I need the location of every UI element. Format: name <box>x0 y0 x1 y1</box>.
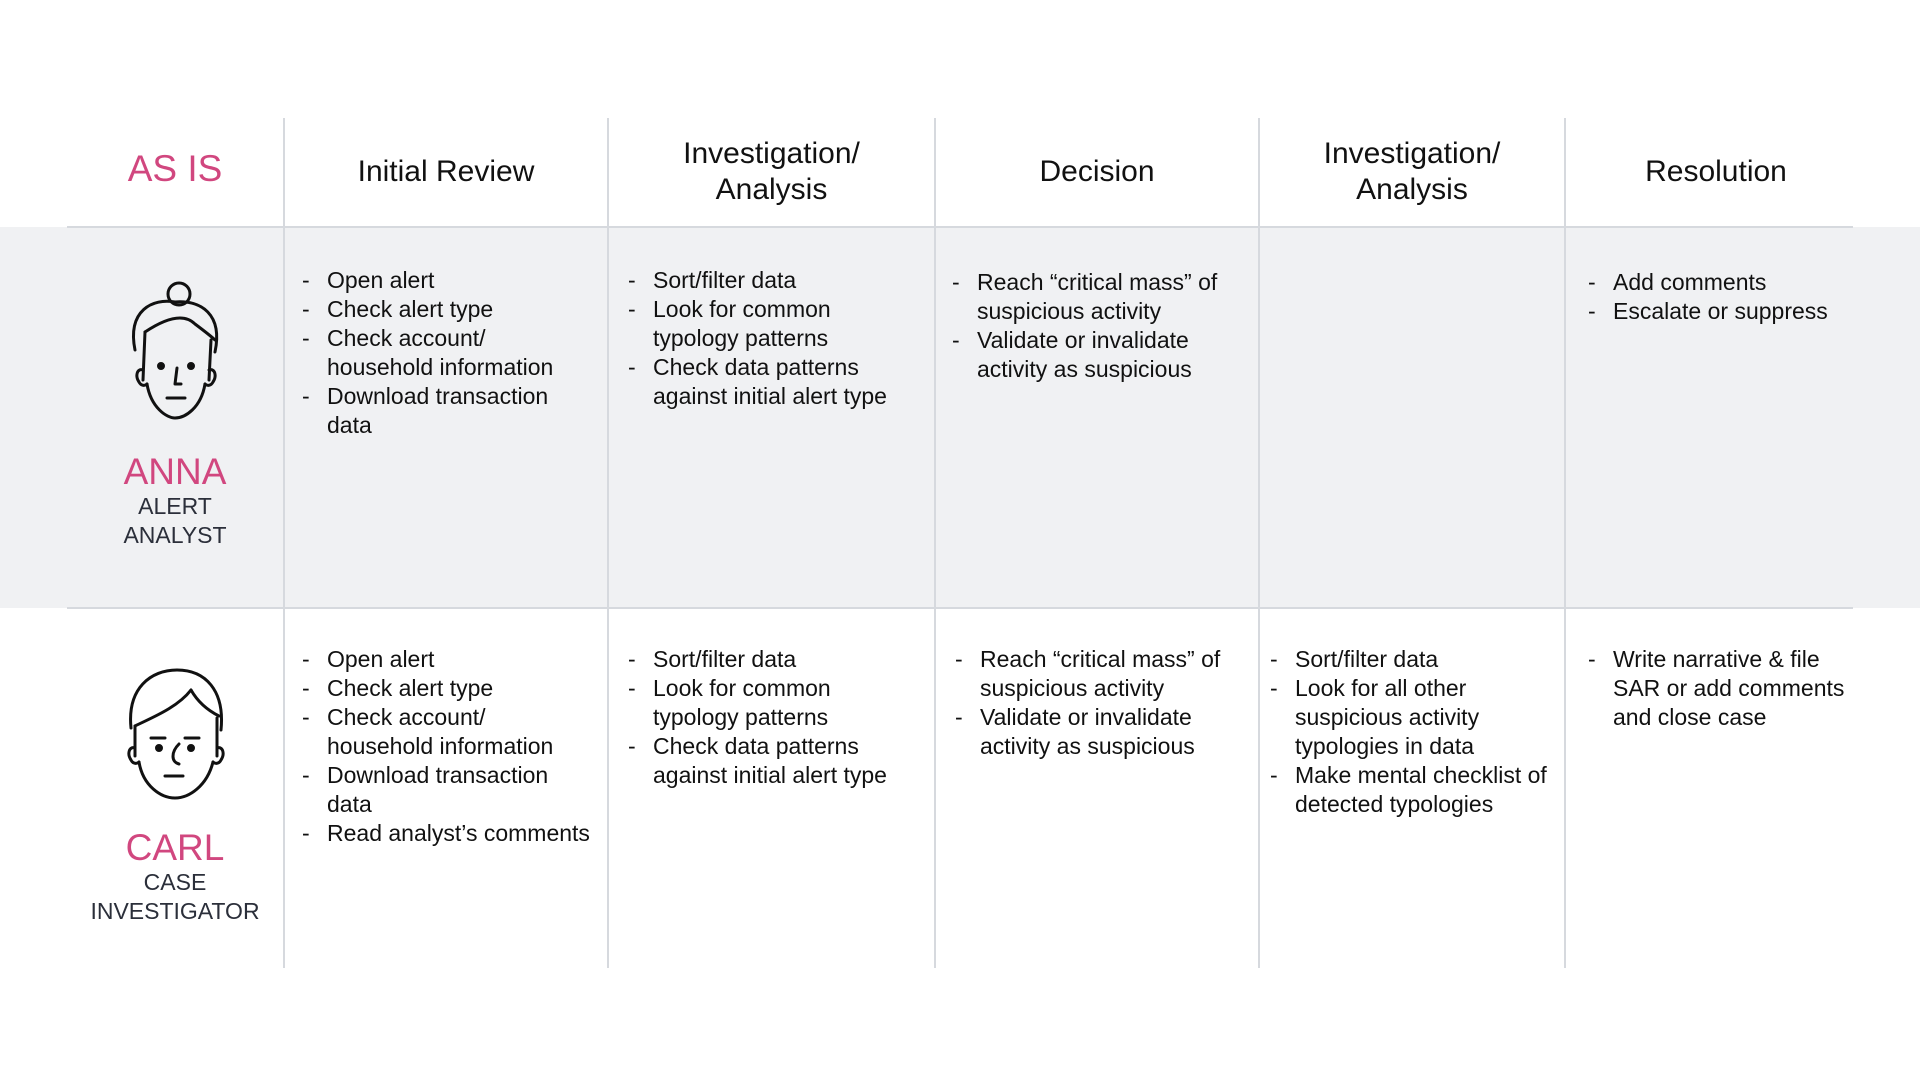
persona-name: ANNA <box>123 451 227 492</box>
persona-anna <box>67 280 283 550</box>
list-item: - Look for all other suspicious activity typologies in data <box>1270 674 1555 761</box>
stage-header-resolution: Resolution <box>1645 155 1787 188</box>
cell-anna-resolution <box>1588 268 1853 326</box>
cell-anna-initial-review <box>302 266 592 440</box>
cell-carl-initial-review <box>302 645 592 848</box>
list-item: - Look for common typology patterns <box>628 295 918 353</box>
list-item: - Open alert <box>302 645 592 674</box>
list-item: - Write narrative & file SAR or add comments and close case <box>1588 645 1870 732</box>
female-avatar-icon <box>123 280 227 420</box>
list-item: - Download transaction data <box>302 382 592 440</box>
list-item: - Validate or invalidate activity as suspicious <box>955 703 1223 761</box>
as-is-title: AS IS <box>127 148 223 189</box>
list-item: - Check data patterns against initial alert type <box>628 353 918 411</box>
list-item: - Validate or invalidate activity as suspicious <box>952 326 1244 384</box>
persona-name: CARL <box>125 827 225 868</box>
cell-carl-investigation-2 <box>1270 645 1555 819</box>
stage-header-investigation-analysis: Investigation/ Analysis <box>683 137 860 206</box>
persona-carl <box>67 668 283 926</box>
cell-carl-decision <box>955 645 1223 761</box>
header-divider <box>67 226 1853 228</box>
list-item: - Make mental checklist of detected typologies <box>1270 761 1555 819</box>
stage-header-decision: Decision <box>1039 155 1155 188</box>
list-item: - Check data patterns against initial alert type <box>628 732 918 790</box>
list-item: - Sort/filter data <box>628 266 918 295</box>
list-item: - Check account/ household information <box>302 703 592 761</box>
list-item: - Check alert type <box>302 674 592 703</box>
list-item: - Escalate or suppress <box>1588 297 1853 326</box>
list-item: - Reach “critical mass” of suspicious activity <box>952 268 1244 326</box>
list-item: - Read analyst’s comments <box>302 819 592 848</box>
list-item: - Reach “critical mass” of suspicious activity <box>955 645 1223 703</box>
list-item: - Download transaction data <box>302 761 592 819</box>
list-item: - Open alert <box>302 266 592 295</box>
column-divider <box>607 118 609 968</box>
list-item: - Check alert type <box>302 295 592 324</box>
cell-anna-decision <box>952 268 1244 384</box>
list-item: - Check account/ household information <box>302 324 592 382</box>
column-divider <box>1258 118 1260 968</box>
list-item: - Sort/filter data <box>628 645 918 674</box>
list-item: - Add comments <box>1588 268 1853 297</box>
cell-carl-investigation <box>628 645 918 790</box>
row-divider <box>67 607 1853 609</box>
male-avatar-icon <box>121 668 229 800</box>
cell-carl-resolution <box>1588 645 1870 732</box>
stage-header-initial-review: Initial Review <box>357 155 535 188</box>
list-item: - Look for common typology patterns <box>628 674 918 732</box>
stage-header-investigation-analysis-2: Investigation/ Analysis <box>1323 137 1501 206</box>
persona-role: CASE INVESTIGATOR <box>90 869 260 924</box>
cell-anna-investigation <box>628 266 918 411</box>
column-divider <box>934 118 936 968</box>
list-item: - Sort/filter data <box>1270 645 1555 674</box>
persona-role: ALERT ANALYST <box>123 493 227 548</box>
column-divider <box>1564 118 1566 968</box>
column-divider <box>283 118 285 968</box>
